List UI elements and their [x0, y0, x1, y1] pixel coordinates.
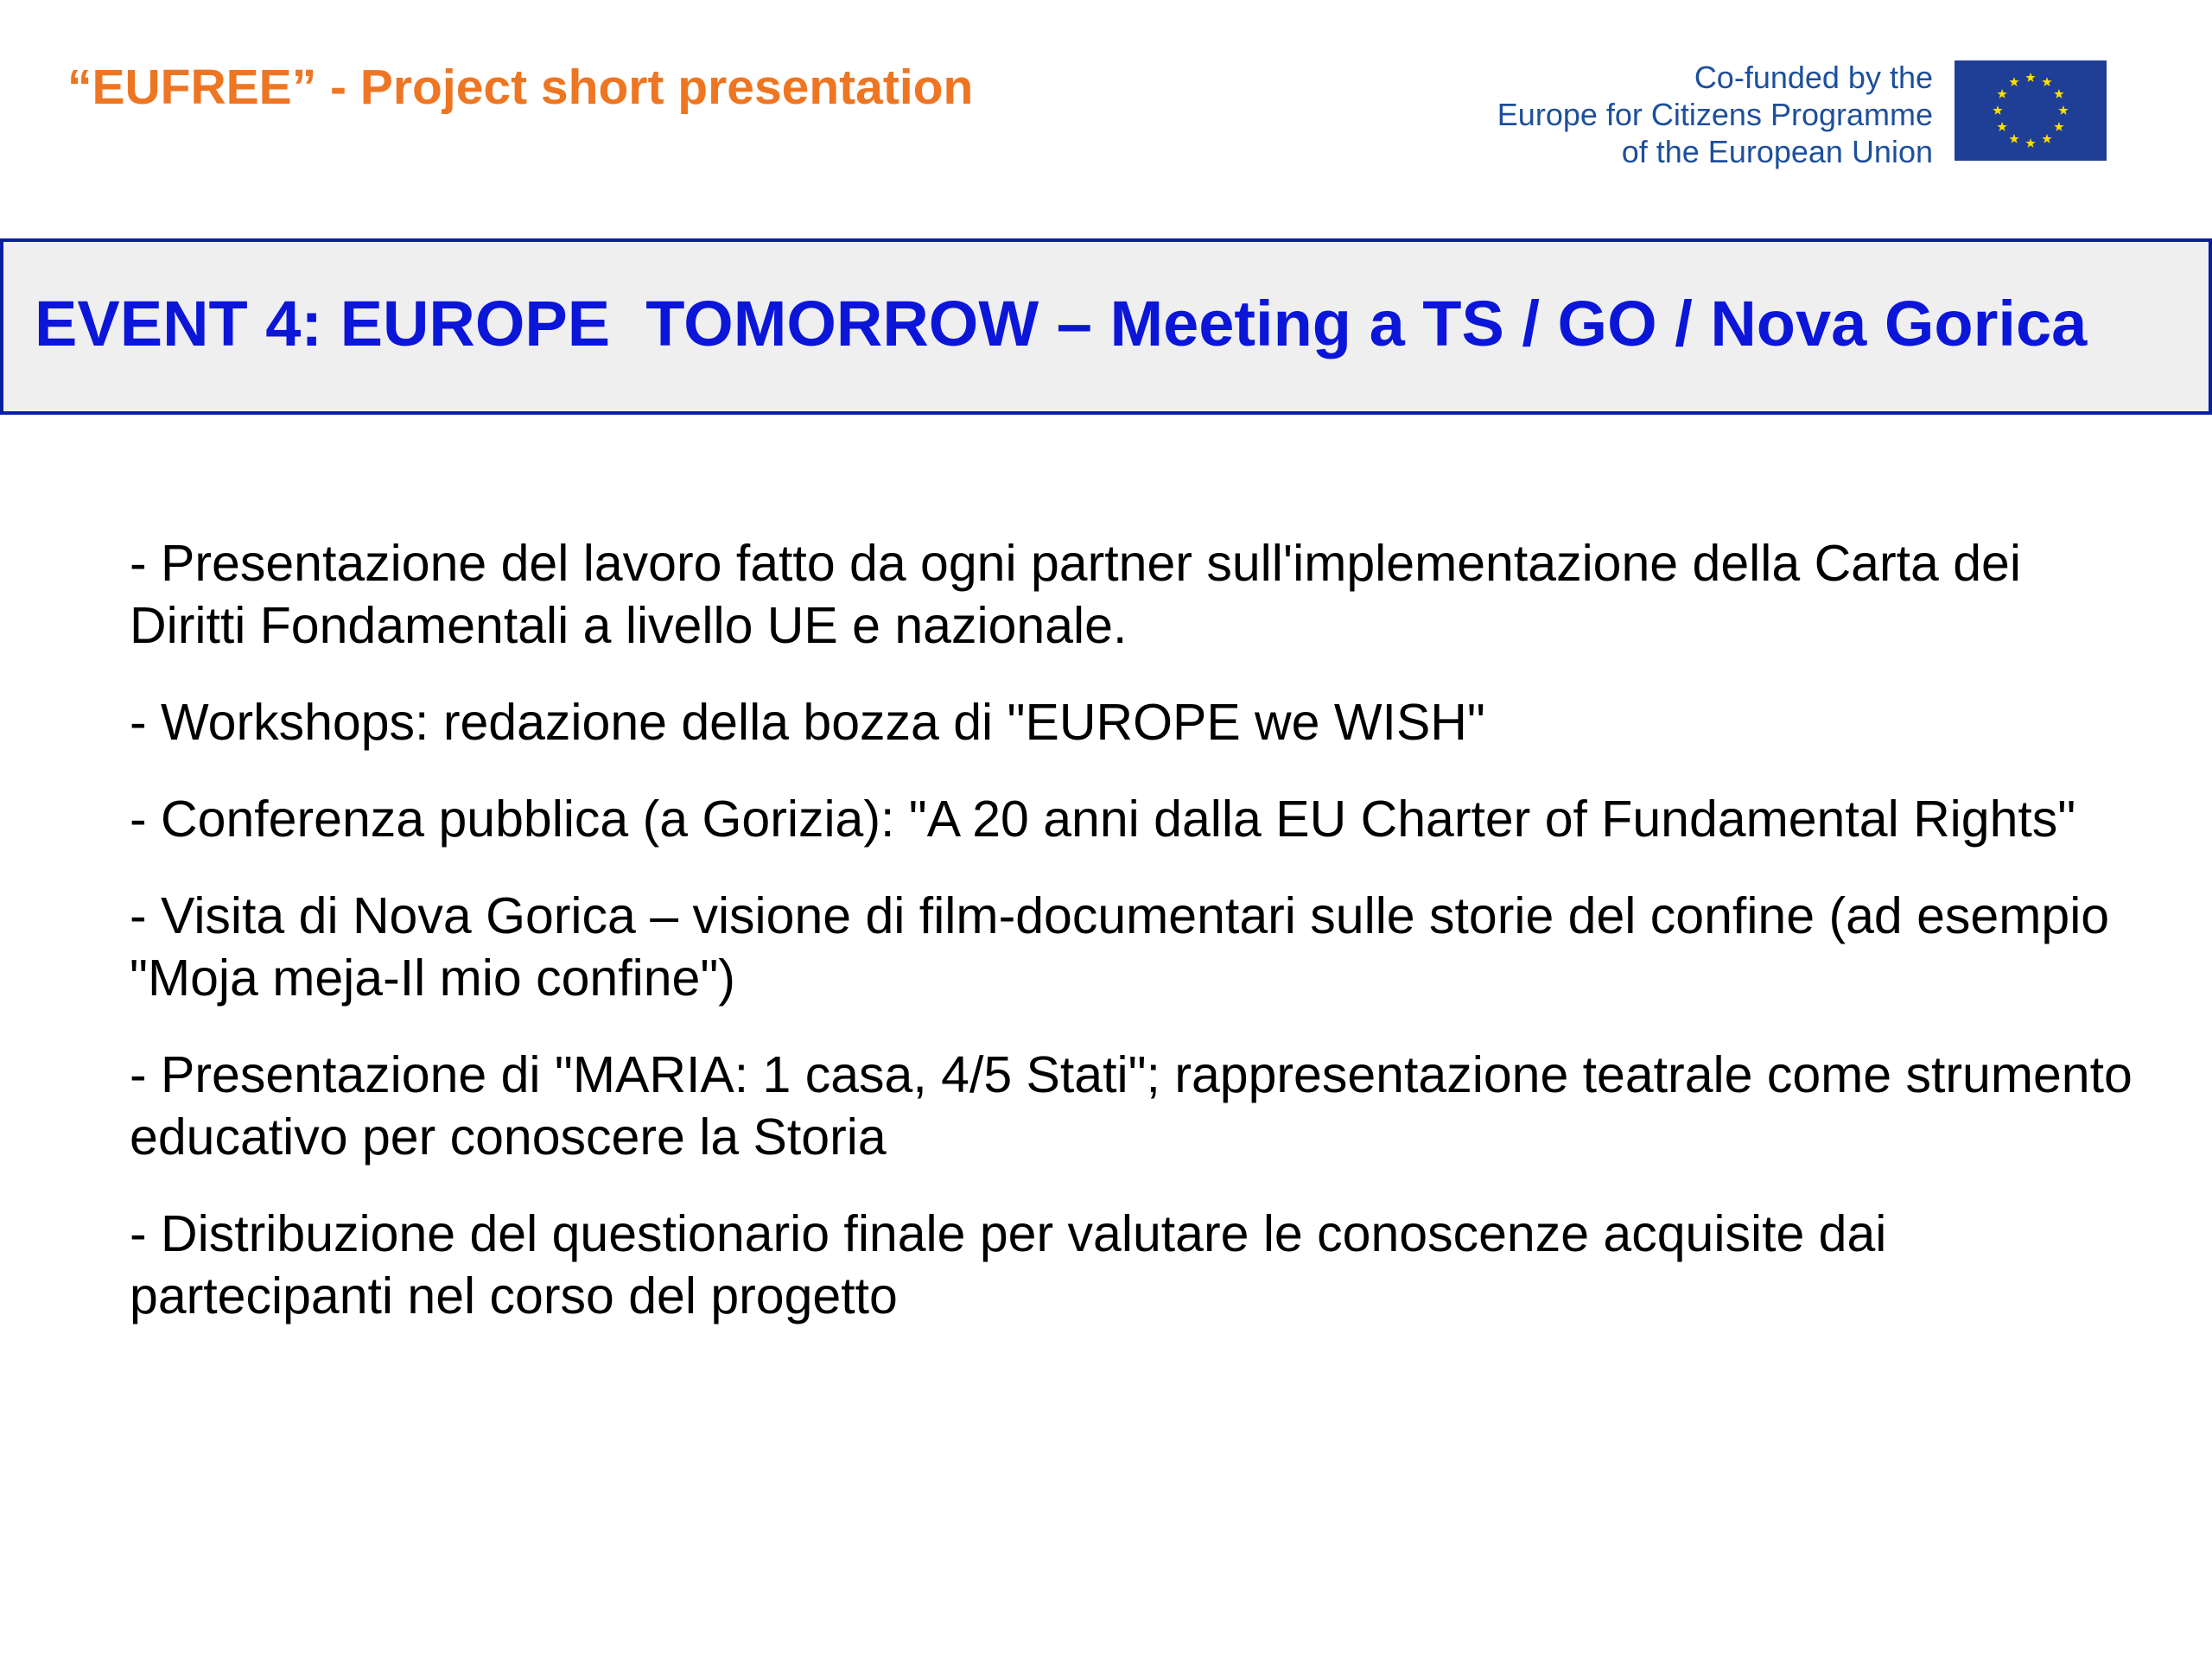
- bullet-item: - Distribuzione del questionario finale per valutare le conoscenze acquisite dai partecipanti nel corso del progetto: [130, 1205, 1887, 1324]
- bullet-item: - Presentazione di "MARIA: 1 casa, 4/5 Stati"; rappresentazione teatrale come strumento educativo per conoscere la Storia: [130, 1046, 2133, 1166]
- bullet-item: - Presentazione del lavoro fatto da ogni partner sull'implementazione della Carta dei Diritti Fondamentali a livello UE e nazionale.: [130, 535, 2021, 654]
- cofunding-line-1: Co-funded by the: [1694, 60, 1933, 95]
- event-title: EVENT 4: EUROPE TOMORROW – Meeting a TS / GO / Nova Gorica: [35, 288, 2088, 359]
- event-banner: [0, 238, 2212, 415]
- cofunding-text: [1497, 59, 1933, 170]
- project-title: “EUFREE” - Project short presentation: [67, 60, 974, 115]
- eu-flag-icon: [1955, 60, 2107, 161]
- bullet-list: [130, 532, 2134, 1362]
- cofunding-line-3: of the European Union: [1621, 134, 1933, 169]
- bullet-item: - Visita di Nova Gorica – visione di film-documentari sulle storie del confine (ad esempio "Moja meja-Il mio confine"): [130, 887, 2110, 1007]
- cofunding-line-2: Europe for Citizens Programme: [1497, 97, 1933, 132]
- bullet-item: - Conferenza pubblica (a Gorizia): "A 20 anni dalla EU Charter of Fundamental Rights": [130, 791, 2076, 848]
- bullet-item: - Workshops: redazione della bozza di "EUROPE we WISH": [130, 694, 1485, 751]
